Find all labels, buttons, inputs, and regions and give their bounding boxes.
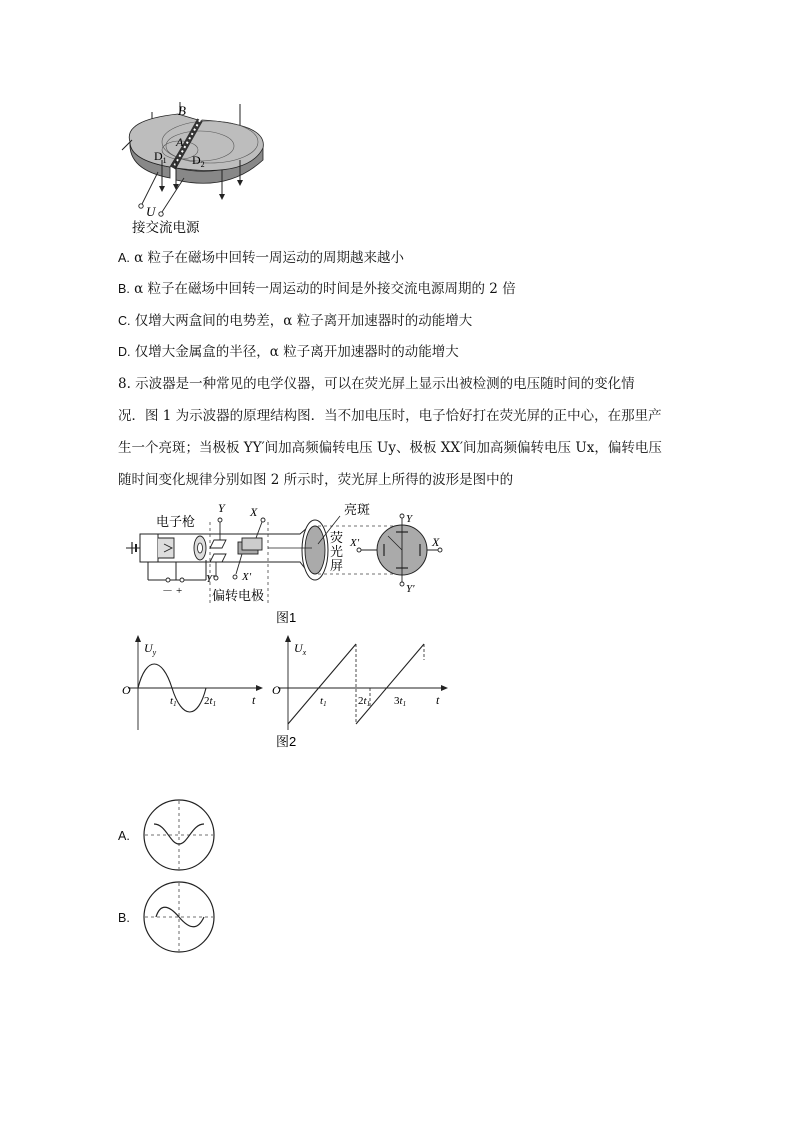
svg-text:－: － xyxy=(162,585,173,597)
cyclotron-figure xyxy=(118,100,288,235)
svg-text:t: t xyxy=(252,693,256,707)
fig1-caption: 图1 xyxy=(276,610,297,625)
q8-line: 况．图 1 为示波器的原理结构图．当不加电压时，电子恰好打在荧光屏的正中心，在那里产 xyxy=(118,408,662,424)
label-b: B xyxy=(178,103,186,118)
svg-text:Y′: Y′ xyxy=(406,583,415,595)
option-a: A. α 粒子在磁场中回转一周运动的周期越来越小 xyxy=(118,250,405,266)
label-u: U xyxy=(146,204,156,219)
svg-text:Y′: Y′ xyxy=(206,573,215,585)
question-8 xyxy=(118,368,688,496)
svg-text:t1: t1 xyxy=(320,695,327,708)
svg-text:X′: X′ xyxy=(350,537,360,549)
choice-a-waveform xyxy=(142,798,216,872)
choice-b-waveform xyxy=(142,880,216,954)
svg-text:电子枪: 电子枪 xyxy=(156,514,196,529)
svg-text:X: X xyxy=(250,505,258,519)
q8-line: 随时间变化规律分别如图 2 所示时，荧光屏上所得的波形是图中的 xyxy=(118,472,514,488)
svg-text:3t1: 3t1 xyxy=(394,695,407,708)
q8-line: 8. 示波器是一种常见的电学仪器，可以在荧光屏上显示出被检测的电压随时间的变化情 xyxy=(118,376,635,392)
svg-text:2t1: 2t1 xyxy=(358,695,371,708)
label-a: A xyxy=(176,135,184,149)
label-d1: $D_1$ xyxy=(154,149,167,165)
svg-text:Ux: $U_x$ xyxy=(294,641,307,657)
svg-text:Y: Y xyxy=(218,501,225,515)
svg-text:偏转电极: 偏转电极 xyxy=(212,588,265,603)
svg-text:X: X xyxy=(432,535,440,549)
svg-text:亮斑: 亮斑 xyxy=(344,502,371,517)
svg-text:X′: X′ xyxy=(242,571,252,583)
svg-text:t: t xyxy=(436,693,440,707)
svg-text:光: 光 xyxy=(330,544,344,559)
svg-text:O: O xyxy=(272,683,281,697)
svg-text:荧: 荧 xyxy=(330,530,344,545)
option-d: D. 仅增大金属盒的半径，α 粒子离开加速器时的动能增大 xyxy=(118,344,459,360)
svg-text:t1: t1 xyxy=(170,695,177,708)
svg-text:O: O xyxy=(122,683,131,697)
voltage-graphs xyxy=(118,632,458,750)
svg-text:Uy: $U_y$ xyxy=(144,641,157,657)
choice-a-label: A. xyxy=(118,829,130,843)
option-b: B. α 粒子在磁场中回转一周运动的时间是外接交流电源周期的 2 倍 xyxy=(118,281,516,297)
choice-b-label: B. xyxy=(118,911,130,925)
svg-text:Y: Y xyxy=(406,513,413,525)
svg-text:屏: 屏 xyxy=(330,558,344,573)
option-c: C. 仅增大两盒间的电势差，α 粒子离开加速器时的动能增大 xyxy=(118,313,473,329)
svg-text:2t1: 2t1 xyxy=(204,695,217,708)
svg-text:+: + xyxy=(176,585,183,597)
oscilloscope-figure xyxy=(118,500,458,630)
q8-line: 生一个亮斑；当极板 YY′间加高频偏转电压 Uy、极板 XX′间加高频偏转电压 Ux，偏转电压 xyxy=(118,440,662,456)
label-d2: $D_2$ xyxy=(192,153,205,169)
fig2-caption: 图2 xyxy=(276,734,297,749)
cyclotron-caption: 接交流电源 xyxy=(132,220,200,235)
